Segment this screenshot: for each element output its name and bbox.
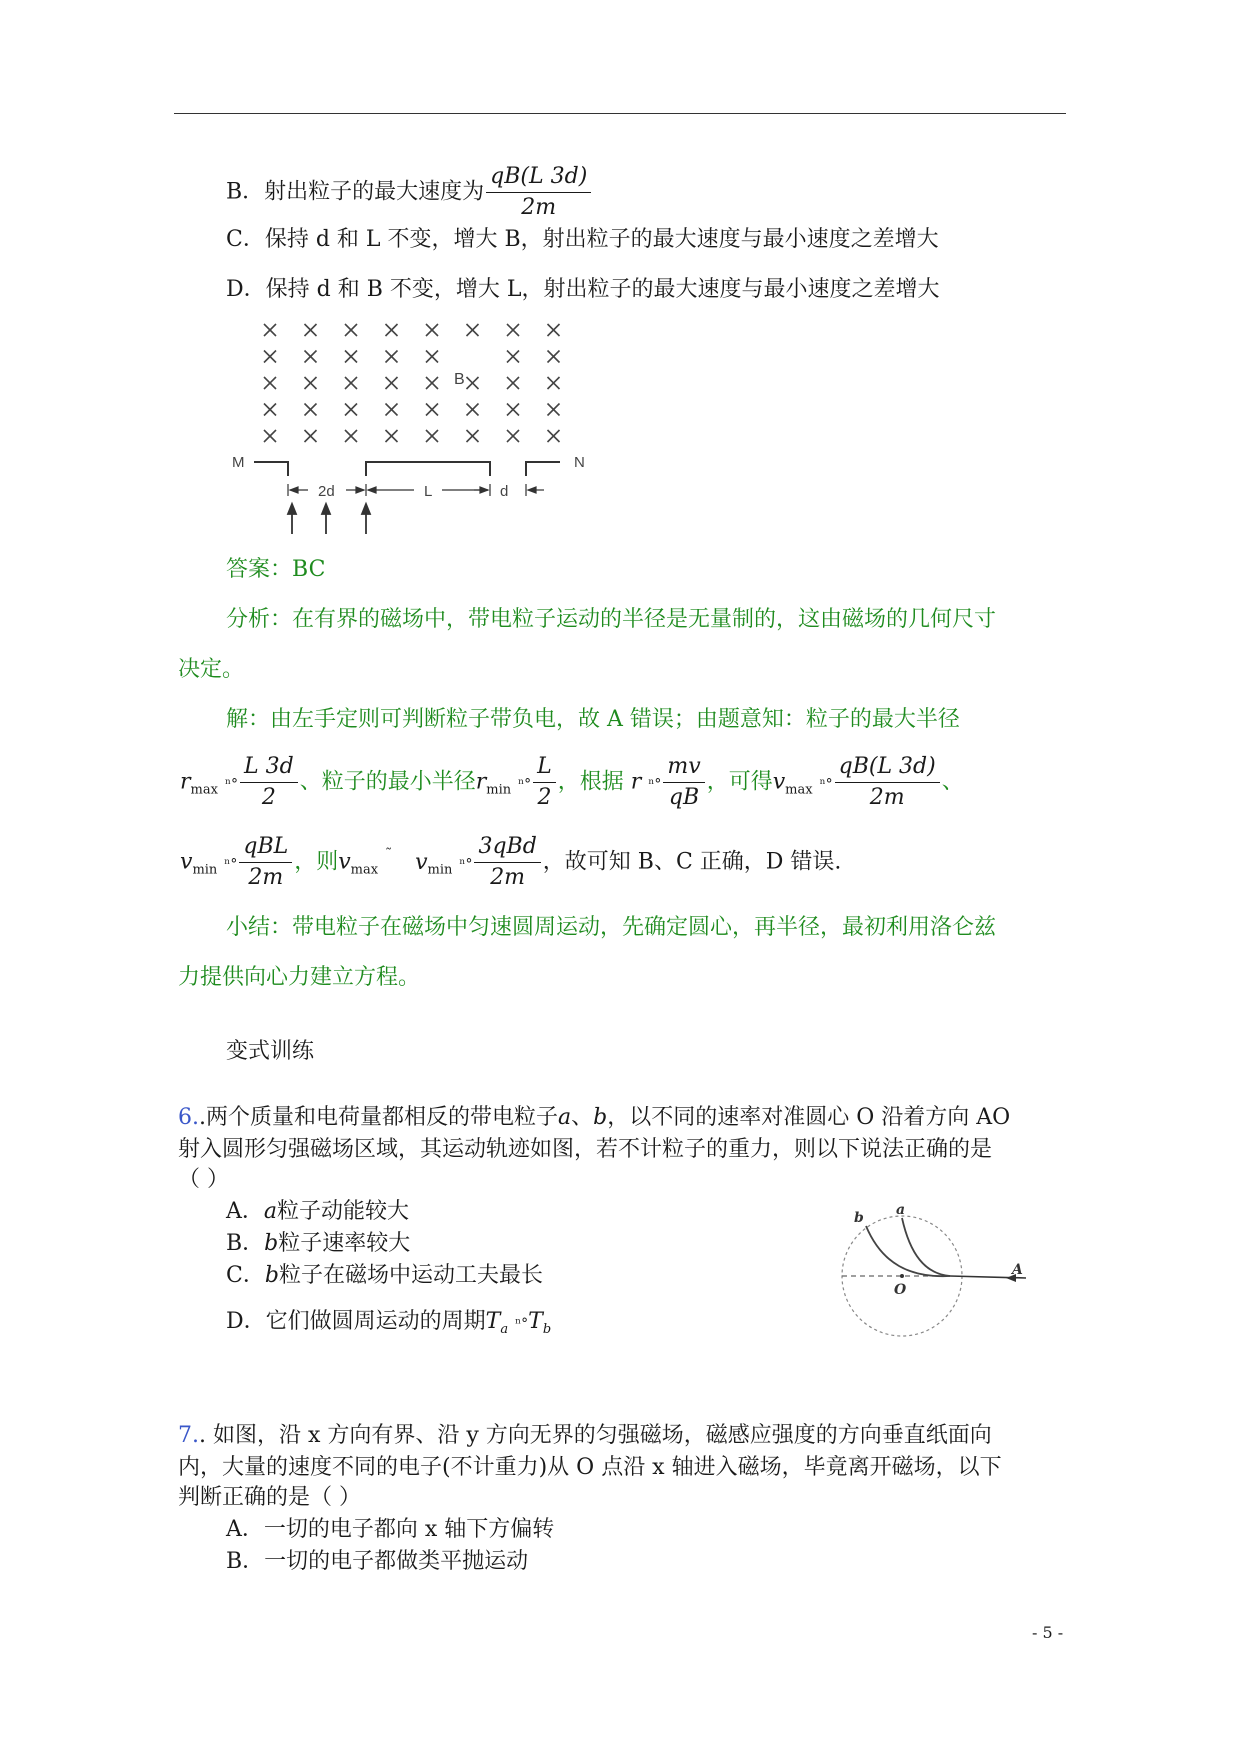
header-rule (174, 113, 1066, 114)
q6-text-1b: ，以不同的速率对准圆心 O 沿着方向 AO (607, 1105, 1011, 1130)
label-a-point: A (1012, 1262, 1023, 1278)
circular-field-figure (830, 1194, 1030, 1340)
eq1-text-2: ，根据 (557, 769, 624, 795)
label-a: a (896, 1202, 906, 1218)
eq1-frac-4 (835, 752, 940, 813)
q7-line-3: 判断正确的是（ ） (178, 1485, 361, 1510)
opt-text: 粒子在磁场中运动工夫最长 (278, 1263, 543, 1288)
frac-num: 3qBd (474, 832, 540, 863)
eq-rel-2: ⁿ° (518, 776, 532, 793)
field-cross (305, 324, 317, 336)
eq2-rel-2: ⁿ° (459, 856, 473, 873)
field-label-b: B (454, 371, 465, 388)
field-cross (426, 377, 438, 389)
field-cross (467, 430, 479, 442)
field-cross (264, 377, 276, 389)
eq2-v-2: v (338, 849, 351, 875)
field-cross (426, 351, 438, 363)
field-cross (467, 377, 479, 389)
q6-line-3: （ ） (178, 1167, 229, 1192)
field-cross (426, 404, 438, 416)
eq-v: v (772, 769, 786, 795)
field-cross (264, 324, 276, 336)
frac-den: 2m (521, 195, 557, 220)
plate-label-n: N (574, 454, 585, 471)
field-cross (507, 377, 519, 389)
field-cross (548, 430, 560, 442)
field-cross (467, 324, 479, 336)
opt-prefix: B． (226, 1231, 265, 1256)
field-cross (345, 377, 357, 389)
equation-line-2 (180, 832, 841, 896)
q6-option-d (226, 1308, 551, 1344)
field-cross (548, 377, 560, 389)
eq1-text-3: ，可得 (706, 769, 773, 795)
field-cross (264, 351, 276, 363)
field-cross (305, 351, 317, 363)
field-cross (345, 324, 357, 336)
period-ta: T (485, 1309, 501, 1334)
field-cross (467, 404, 479, 416)
field-cross (264, 404, 276, 416)
eq-rel: ⁿ° (224, 776, 239, 793)
q6-sep: 、 (571, 1105, 594, 1130)
eq2-max: max (350, 862, 379, 878)
frac-den: 2 (537, 785, 552, 810)
analysis-line-1: 分析：在有界的磁场中，带电粒子运动的半径是无量制的，这由磁场的几何尺寸 (226, 607, 997, 632)
opt-text: D．它们做圆周运动的周期 (226, 1309, 486, 1334)
frac-den: qB (668, 785, 700, 810)
eq2-rel: ⁿ° (224, 856, 238, 873)
eq-r-3: r (630, 769, 642, 795)
label-b: b (854, 1210, 864, 1226)
eq1-text-1: 、粒子的最小半径 (299, 769, 476, 795)
field-cross (345, 430, 357, 442)
frac-den: 2m (248, 865, 284, 890)
magnetic-field-figure (228, 318, 598, 540)
field-cross (386, 430, 398, 442)
option-b-fraction (486, 162, 591, 223)
q7-line-2: 内，大量的速度不同的电子(不计重力)从 O 点沿 x 轴进入磁场，毕竟离开磁场，以下 (178, 1455, 1002, 1480)
label-o: O (894, 1282, 907, 1298)
frac-num: L 3d (240, 752, 298, 783)
opt-var: b (264, 1231, 279, 1256)
plates (254, 462, 560, 476)
eq2-tilde: ˜ (385, 846, 393, 863)
page-number: - 5 - (1032, 1623, 1064, 1642)
q6-option-b (226, 1230, 410, 1258)
field-cross (345, 351, 357, 363)
period-tb: T (528, 1309, 543, 1334)
field-cross (548, 351, 560, 363)
field-cross (345, 404, 357, 416)
q6-text-1a: .两个质量和电荷量都相反的带电粒子 (199, 1105, 558, 1130)
opt-var: a (263, 1199, 278, 1224)
field-cross (507, 324, 519, 336)
option-c: C．保持 d 和 L 不变，增大 B，射出粒子的最大速度与最小速度之差增大 (226, 227, 939, 252)
frac-num: L (533, 752, 556, 783)
dim-l: L (424, 483, 433, 500)
field-cross (386, 351, 398, 363)
field-cross (507, 351, 519, 363)
field-cross (386, 377, 398, 389)
option-d: D．保持 d 和 B 不变，增大 L，射出粒子的最大速度与最小速度之差增大 (226, 277, 940, 302)
center-dot (900, 1274, 904, 1278)
q6-line-1 (178, 1104, 1010, 1132)
q6-line-2: 射入圆形匀强磁场区域，其运动轨迹如图，若不计粒子的重力，则以下说法正确的是 (178, 1137, 993, 1162)
q6-number: 6. (178, 1105, 199, 1130)
q7-line-1 (178, 1422, 992, 1450)
eq-rel-3: ⁿ° (648, 776, 662, 793)
frac-den: 2m (869, 785, 905, 810)
frac-den: 2 (261, 785, 276, 810)
opt-prefix: A． (226, 1199, 264, 1224)
eq-min: min (486, 782, 512, 798)
frac-num: qBL (239, 832, 292, 863)
frac-num: qB(L 3d) (486, 162, 591, 193)
opt-prefix: C． (226, 1263, 265, 1288)
q6-option-a (226, 1198, 409, 1226)
option-b-label: B．射出粒子的最大速度为 (226, 179, 485, 205)
eq-r: r (180, 769, 191, 795)
q7-number: 7. (178, 1423, 199, 1448)
field-cross (426, 430, 438, 442)
analysis-line-2: 决定。 (178, 657, 245, 682)
field-cross (386, 404, 398, 416)
variant-heading: 变式训练 (226, 1039, 315, 1064)
eq2-min-2: min (427, 862, 453, 878)
field-cross (305, 377, 317, 389)
eq1-frac-2 (533, 752, 556, 813)
field-cross (305, 430, 317, 442)
eq2-text-1: ，则 (294, 849, 339, 875)
field-crosses (264, 324, 560, 442)
q6-particle-b: b (593, 1105, 608, 1130)
answer: 答案：BC (226, 557, 326, 582)
q7-text-1: . 如图，沿 x 方向有界、沿 y 方向无界的匀强磁场，磁感应强度的方向垂直纸面向 (199, 1423, 992, 1448)
eq1-frac-1 (240, 752, 298, 813)
opt-text: 粒子速率较大 (278, 1231, 411, 1256)
q7-option-a: A．一切的电子都向 x 轴下方偏转 (226, 1517, 555, 1542)
eq2-min: min (192, 862, 218, 878)
q7-option-b: B．一切的电子都做类平抛运动 (226, 1549, 529, 1574)
field-cross (386, 324, 398, 336)
q6-option-c (226, 1262, 543, 1290)
dim-d: d (500, 483, 509, 500)
equation-line-1 (180, 752, 964, 816)
eq1-frac-3 (663, 752, 704, 813)
summary-line-1: 小结：带电粒子在磁场中匀速圆周运动，先确定圆心，再半径，最初利用洛仑兹 (226, 915, 997, 940)
eq2-frac-1 (239, 832, 292, 893)
eq-max-2: max (785, 782, 813, 798)
eq1-text-4: 、 (941, 769, 964, 795)
field-cross (548, 404, 560, 416)
eq2-v-3: v (415, 849, 428, 875)
field-cross (507, 404, 519, 416)
eq2-text-2: ，故可知 B、C 正确，D 错误. (542, 849, 842, 875)
eq-rel-4: ⁿ° (819, 776, 833, 793)
solution-line-1: 解：由左手定则可判断粒子带负电，故 A 错误；由题意知：粒子的最大半径 (226, 707, 960, 732)
frac-num: qB(L 3d) (835, 752, 940, 783)
eq2-frac-2 (474, 832, 540, 893)
field-cross (305, 404, 317, 416)
option-b (226, 162, 593, 223)
eq2-v: v (180, 849, 193, 875)
q6-particle-a: a (558, 1105, 572, 1130)
particle-arrows (288, 504, 370, 534)
trajectory-b (866, 1226, 950, 1276)
period-rel: ⁿ° (515, 1316, 529, 1332)
field-cross (548, 324, 560, 336)
summary-line-2: 力提供向心力建立方程。 (178, 965, 421, 990)
field-cross (507, 430, 519, 442)
field-cross (264, 430, 276, 442)
opt-text: 粒子动能较大 (277, 1199, 410, 1224)
trajectory-a (902, 1218, 950, 1276)
eq-r-2: r (475, 769, 487, 795)
field-cross (426, 324, 438, 336)
opt-var: b (264, 1263, 279, 1288)
plate-label-m: M (232, 454, 245, 471)
frac-den: 2m (490, 865, 526, 890)
dim-2d: 2d (318, 483, 335, 500)
eq-max: max (190, 782, 218, 798)
period-ta-sub: a (500, 1322, 509, 1337)
frac-num: mv (663, 752, 704, 783)
period-tb-sub: b (542, 1322, 552, 1337)
